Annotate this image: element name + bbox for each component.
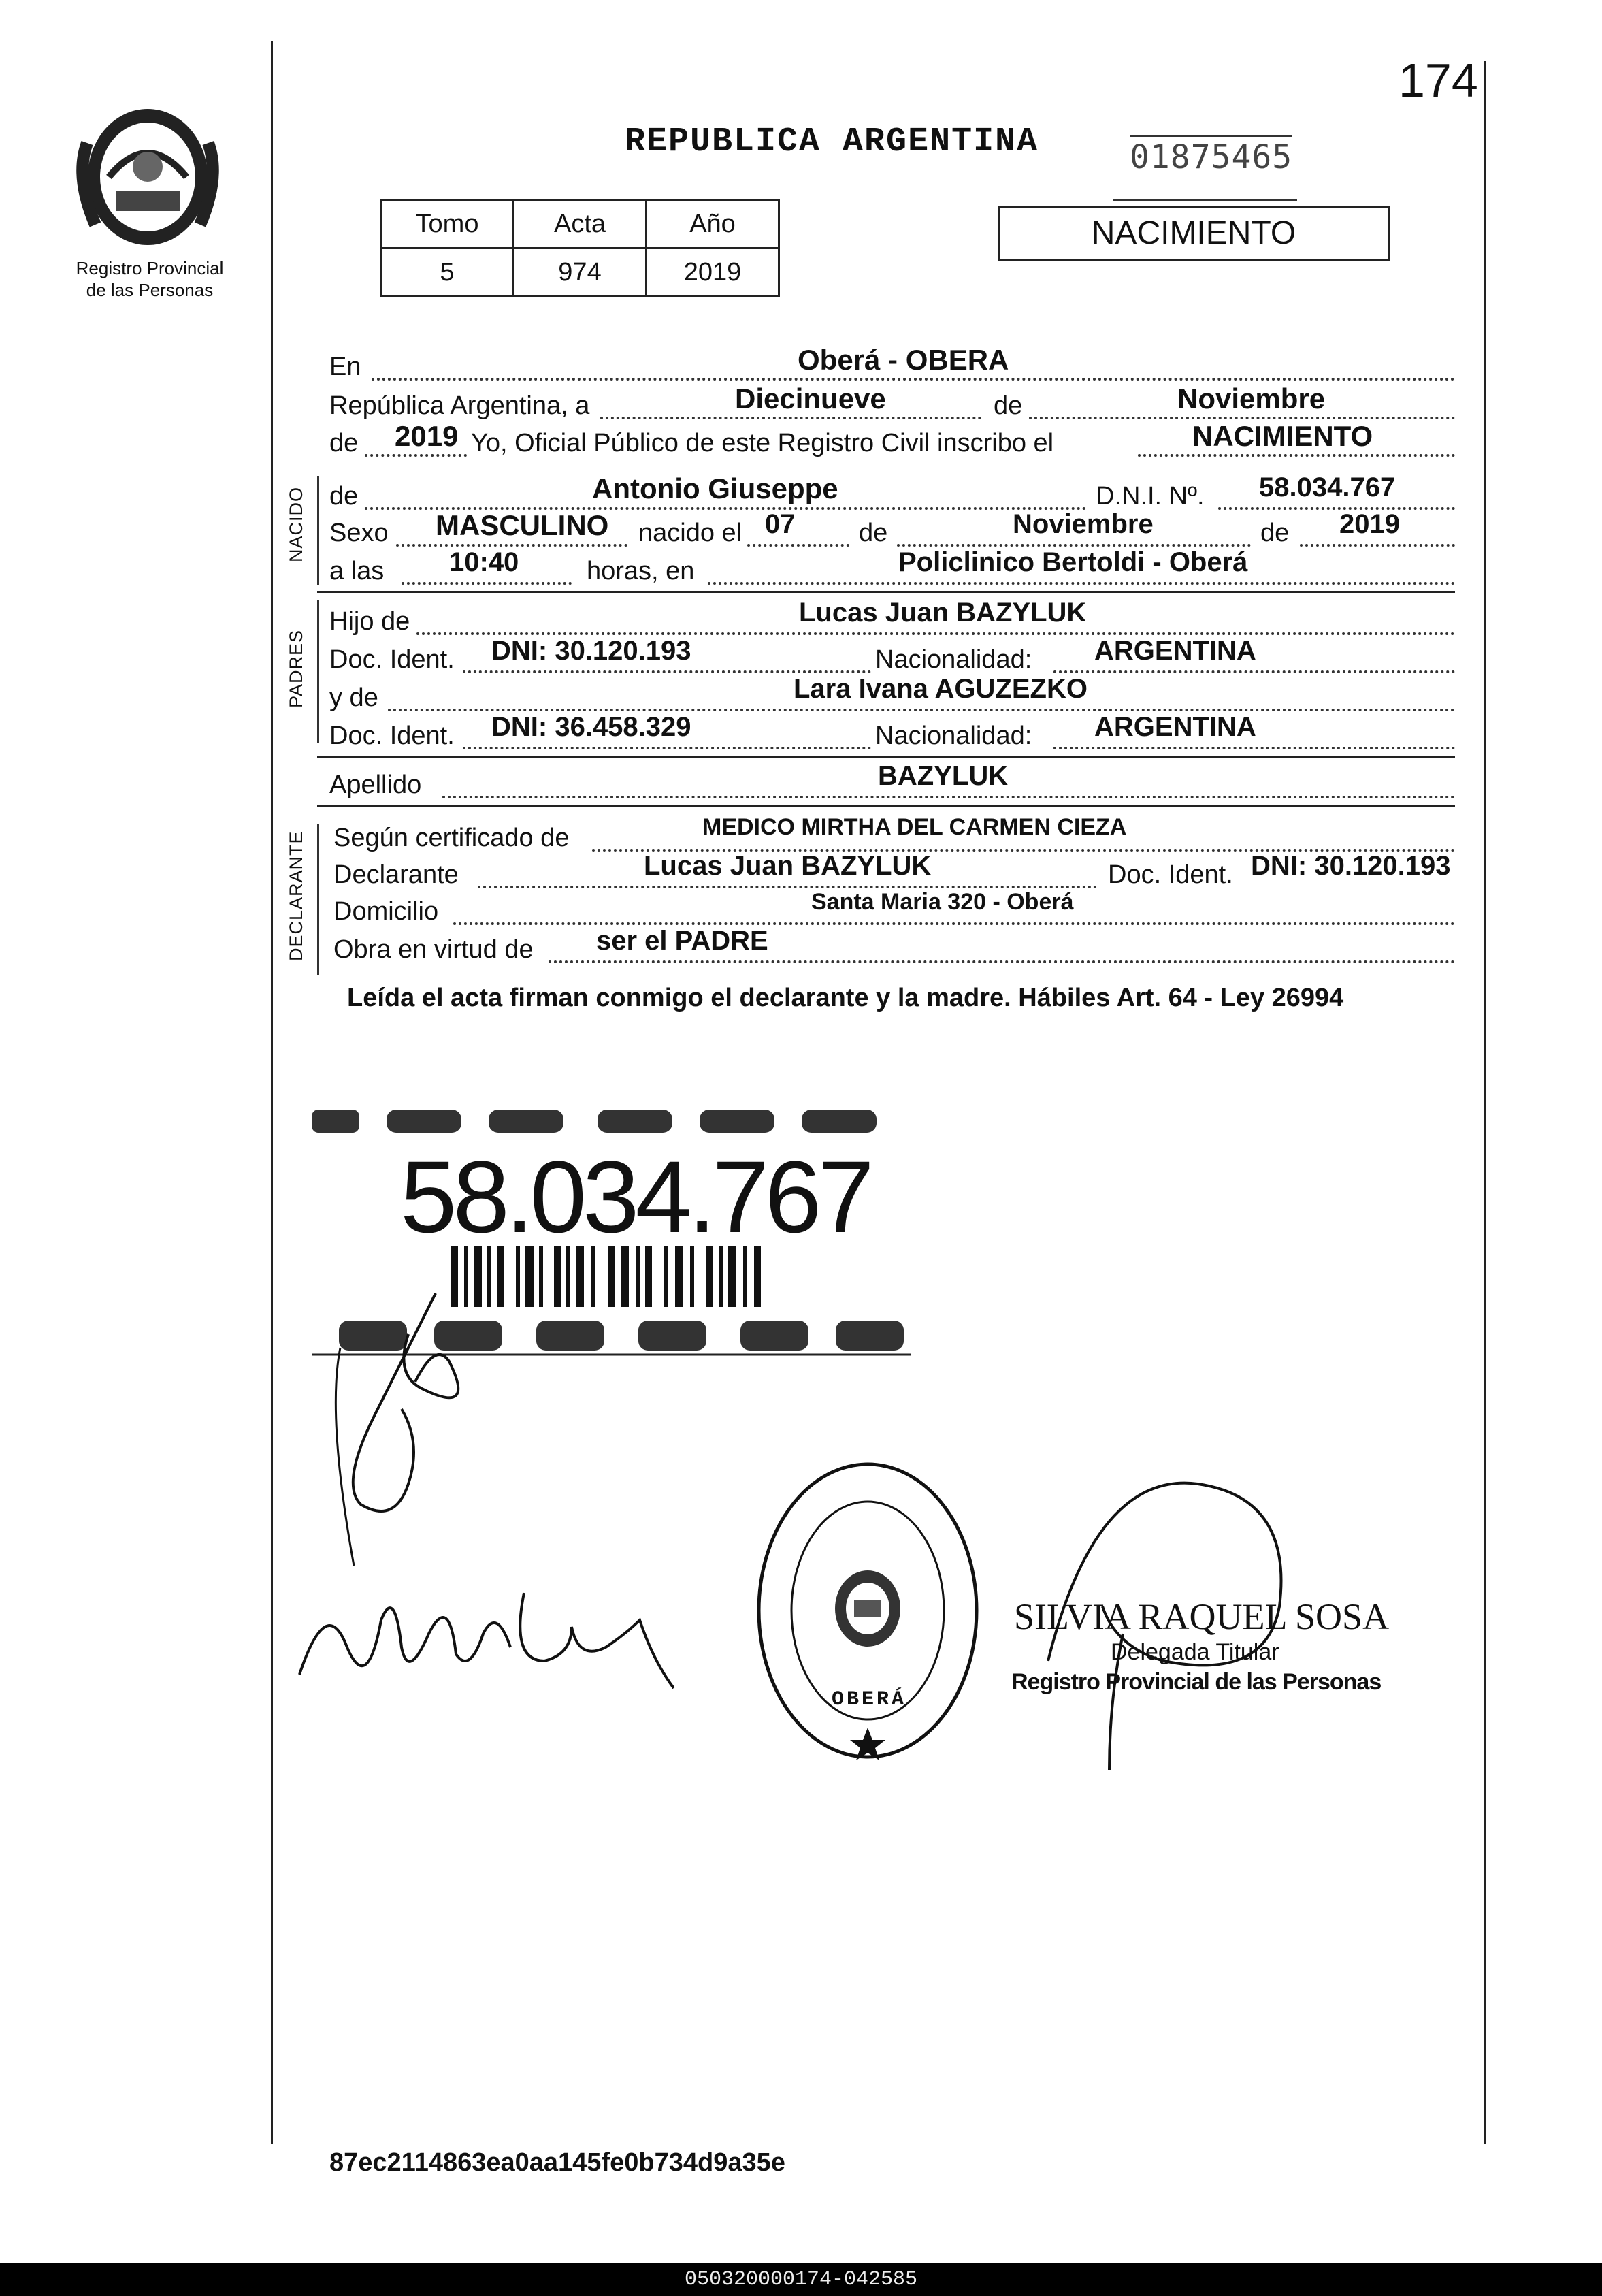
label-doc-ident3: Doc. Ident. — [1108, 860, 1233, 889]
logo-caption-line1: Registro Provincial — [76, 258, 224, 278]
side-label-declarante: DECLARANTE — [286, 830, 306, 961]
record-type: NACIMIENTO — [1091, 215, 1296, 251]
serial-underline — [1113, 199, 1297, 201]
seal-city: OBERÁ — [832, 1688, 907, 1711]
dots-obra-virtud — [549, 960, 1455, 963]
signature-declarante — [299, 1280, 504, 1593]
domicilio-declarante: Santa Maria 320 - Oberá — [811, 889, 1074, 915]
dots-mes — [1029, 417, 1455, 419]
document-hash: 87ec2114863ea0aa145fe0b734d9a35e — [329, 2148, 785, 2177]
tomo-value: 5 — [381, 248, 514, 297]
footer-code-bar — [0, 2263, 1602, 2296]
label-de-anio: de — [329, 429, 359, 457]
acta-header: Acta — [514, 200, 647, 248]
doc-declarante: DNI: 30.120.193 — [1251, 851, 1451, 881]
dia-inscripcion: Diecinueve — [735, 383, 886, 415]
dots-madre-nac — [1053, 747, 1455, 749]
label-domicilio: Domicilio — [333, 897, 439, 926]
dots-mes-nac — [897, 544, 1251, 547]
label-nacionalidad2: Nacionalidad: — [875, 722, 1032, 750]
official-office: Registro Provincial de las Personas — [1011, 1669, 1382, 1695]
official-seal — [752, 1455, 983, 1765]
nacionalidad-padre: ARGENTINA — [1094, 636, 1256, 666]
mes-inscripcion: Noviembre — [1177, 383, 1326, 415]
doc-padre: DNI: 30.120.193 — [491, 636, 691, 666]
right-margin-line — [1484, 61, 1486, 2144]
label-obra-virtud: Obra en virtud de — [333, 935, 534, 964]
dots-madre-doc — [463, 747, 871, 749]
obra-virtud: ser el PADRE — [596, 926, 768, 956]
label-y-de: y de — [329, 683, 378, 712]
dni-nacido: 58.034.767 — [1259, 472, 1396, 502]
sexo-nacido: MASCULINO — [436, 509, 609, 541]
anio-inscripcion: 2019 — [395, 420, 459, 452]
hora-nacimiento: 10:40 — [449, 547, 519, 577]
nacionalidad-madre: ARGENTINA — [1094, 712, 1256, 742]
label-nacido-el: nacido el — [638, 519, 742, 547]
signature-madre — [286, 1566, 694, 1702]
divider-nacido — [317, 591, 1455, 593]
dots-anio-nac — [1300, 544, 1455, 547]
label-de-mes: de — [994, 391, 1023, 420]
dots-dia-nac — [747, 544, 849, 547]
logo-caption-line2: de las Personas — [86, 280, 214, 300]
nombre-padre: Lucas Juan BAZYLUK — [799, 598, 1087, 628]
divider-apellido — [317, 805, 1455, 807]
dots-padre-doc — [463, 670, 871, 673]
label-apellido: Apellido — [329, 771, 422, 799]
label-doc-ident1: Doc. Ident. — [329, 645, 455, 674]
dots-declarante — [478, 886, 1097, 888]
label-nacionalidad1: Nacionalidad: — [875, 645, 1032, 674]
doc-madre: DNI: 36.458.329 — [491, 712, 691, 742]
closing-note: Leída el acta firman conmigo el declarante y la madre. Hábiles Art. 64 - Ley 26994 — [347, 984, 1344, 1012]
anio-value: 2019 — [647, 248, 779, 297]
dots-dia — [600, 417, 981, 419]
sidebar-nacido — [317, 476, 319, 585]
official-role: Delegada Titular — [1111, 1639, 1279, 1665]
page-number: 174 — [1399, 54, 1478, 107]
dots-en — [372, 378, 1455, 381]
label-sexo: Sexo — [329, 519, 389, 547]
logo-caption — [41, 257, 259, 301]
label-dni: D.N.I. Nº. — [1096, 482, 1205, 511]
anio-nacimiento: 2019 — [1339, 509, 1400, 539]
dots-sexo — [396, 544, 627, 547]
sidebar-padres — [317, 600, 319, 743]
dots-anio — [365, 454, 467, 457]
barcode-number: 58.034.767 — [400, 1139, 870, 1254]
nombre-nacido: Antonio Giuseppe — [592, 472, 838, 504]
divider-padres — [317, 756, 1455, 758]
side-label-padres: PADRES — [286, 629, 306, 708]
province-logo — [75, 102, 221, 255]
header-title: REPUBLICA ARGENTINA — [625, 123, 1039, 161]
mes-nacimiento: Noviembre — [1013, 509, 1154, 539]
label-doc-ident2: Doc. Ident. — [329, 722, 455, 750]
tipo-acta: NACIMIENTO — [1192, 420, 1373, 452]
footer-code: 050320000174-042585 — [684, 2268, 918, 2291]
nombre-declarante: Lucas Juan BAZYLUK — [644, 851, 932, 881]
dots-padre-nac — [1053, 670, 1455, 673]
tomo-header: Tomo — [381, 200, 514, 248]
dots-hora — [402, 582, 572, 585]
dots-dni — [1218, 507, 1455, 510]
label-yo-oficial: Yo, Oficial Público de este Registro Civil inscribo el — [471, 429, 1054, 457]
label-a-las: a las — [329, 557, 385, 585]
label-republica: República Argentina, a — [329, 391, 590, 420]
label-de-anio2: de — [1260, 519, 1290, 547]
dots-padre — [416, 632, 1455, 635]
left-margin-line — [271, 41, 273, 2144]
label-declarante: Declarante — [333, 860, 459, 889]
record-type-box — [998, 206, 1390, 261]
official-name: SILVIA RAQUEL SOSA — [1014, 1596, 1390, 1637]
dia-nacimiento: 07 — [765, 509, 796, 539]
nombre-madre: Lara Ivana AGUZEZKO — [794, 674, 1088, 704]
dots-domicilio — [453, 922, 1455, 925]
label-horas-en: horas, en — [587, 557, 695, 585]
anio-header: Año — [647, 200, 779, 248]
dots-madre — [388, 709, 1455, 711]
lugar-inscripcion: Oberá - OBERA — [798, 344, 1009, 376]
label-de-nombre: de — [329, 482, 359, 511]
apellido-nacido: BAZYLUK — [878, 761, 1009, 791]
label-segun-certificado: Según certificado de — [333, 824, 570, 852]
volume-table — [380, 199, 780, 297]
lugar-nacimiento: Policlinico Bertoldi - Oberá — [898, 547, 1248, 577]
side-label-nacido: NACIDO — [286, 486, 306, 562]
acta-value: 974 — [514, 248, 647, 297]
label-de-mes2: de — [859, 519, 888, 547]
certificado-medico: MEDICO MIRTHA DEL CARMEN CIEZA — [702, 814, 1127, 840]
label-en: En — [329, 353, 361, 381]
dots-tipo — [1138, 454, 1455, 457]
dots-apellido — [442, 796, 1455, 798]
sidebar-declarante — [317, 824, 319, 975]
label-hijo-de: Hijo de — [329, 607, 410, 636]
serial-number: 01875465 — [1130, 135, 1292, 176]
dots-lugar-nac — [708, 582, 1455, 585]
